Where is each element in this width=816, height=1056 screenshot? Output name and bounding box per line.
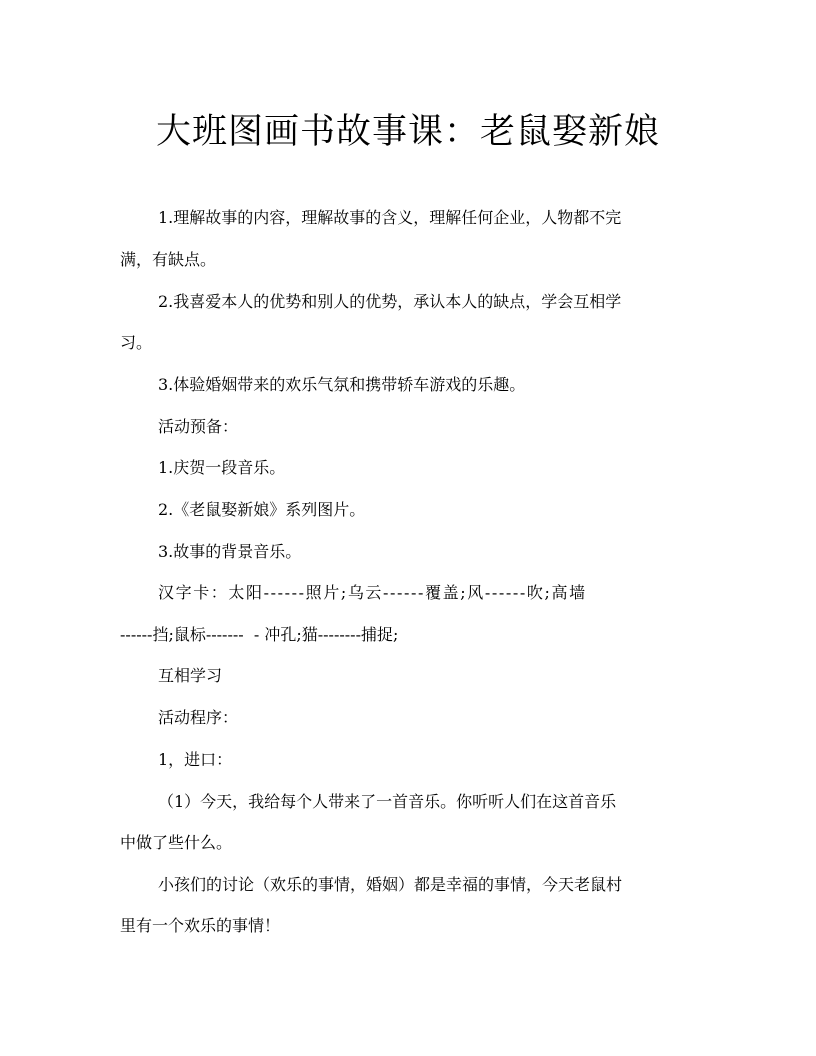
goal-2-line-2: 习。 (120, 333, 153, 352)
procedure-heading: 活动程序： (158, 708, 239, 727)
character-cards-line-1: 汉字卡：太阳------照片;乌云------覆盖;风------吹;高墙 (158, 583, 587, 602)
discussion-line-2: 里有一个欢乐的事情！ (120, 916, 281, 935)
mutual-learning: 互相学习 (158, 666, 223, 685)
step-1: 1，进口： (158, 750, 233, 769)
step-1-1-line-1: （1）今天，我给每个人带来了一首音乐。你听听人们在这首音乐 (158, 792, 617, 811)
goal-3: 3.体验婚姻带来的欢乐气氛和携带轿车游戏的乐趣。 (158, 375, 526, 394)
prep-item-3: 3.故事的背景音乐。 (158, 542, 302, 561)
goal-1-line-1: 1.理解故事的内容，理解故事的含义，理解任何企业，人物都不完 (158, 208, 622, 227)
discussion-line-1: 小孩们的讨论（欢乐的事情，婚姻）都是幸福的事情，今天老鼠村 (158, 875, 623, 894)
prep-heading: 活动预备： (158, 417, 239, 436)
character-cards-line-2: ------挡;鼠标------- - 冲孔;猫--------捕捉; (120, 625, 399, 644)
goal-2-line-1: 2.我喜爱本人的优势和别人的优势，承认本人的缺点，学会互相学 (158, 292, 622, 311)
prep-item-1: 1.庆贺一段音乐。 (158, 458, 286, 477)
document-title: 大班图画书故事课：老鼠娶新娘 (155, 112, 660, 152)
step-1-1-line-2: 中做了些什么。 (120, 833, 233, 852)
prep-item-2: 2.《老鼠娶新娘》系列图片。 (158, 500, 366, 519)
goal-1-line-2: 满，有缺点。 (120, 250, 217, 269)
